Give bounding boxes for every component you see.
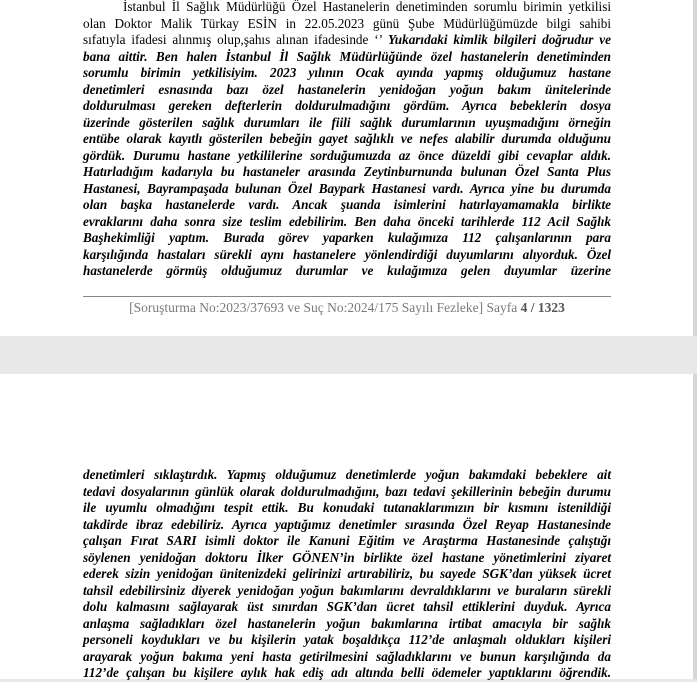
text-line: denetimleri esnasında bazı özel hastanelerin yenidoğan yoğun bakım ünitelerinde: [83, 81, 611, 97]
page-top-body: [83, 0, 611, 280]
text-line: gördük. Durumu hastane yetkililerine sorduğumuzda az önce düzeldi gibi cevaplar aldık.: [83, 147, 611, 163]
page-bottom-body: [83, 467, 611, 682]
text-line-quote-part: Yukarıdaki kimlik bilgileri doğrudur ve: [387, 32, 611, 47]
footer-separator: /: [530, 300, 535, 315]
text-line: Başhekimliği yaptım. Burada görev yaparken kulağımıza 112 çalışanlarının para: [83, 230, 611, 245]
text-line: denetimleri sıklaştırdık. Yapmış olduğumuz denetimlerde yoğun bakımdaki bebeklere ait: [83, 467, 611, 482]
text-line: üzerinde gösterilen sağlık durumları ile fiili sağlık durumlarının uyuşmadığını örneğin: [83, 114, 611, 130]
document-page-bottom: [0, 374, 697, 679]
text-line: Hatırladığım kadarıyla bu hastaneler arasında Zeytinburnunda bulunan Özel Santa Plus: [83, 164, 611, 179]
text-line: [83, 32, 611, 49]
text-line: olan Doktor Malik Türkay ESİN in 22.05.2023 günü Şube Müdürlüğümüzde bilgi sahibi: [83, 15, 611, 31]
text-line: bana aittir. Ben halen İstanbul İl Sağlık Müdürlüğünde özel hastanelerin denetiminden: [83, 48, 611, 64]
footer-page-number: 4: [520, 300, 528, 315]
text-line: personeli koydukları ve bu kişilerin yatak boşaldıkça 112’de anlaşmalı oldukları kişileri: [83, 632, 611, 647]
text-line: İstanbul İl Sağlık Müdürlüğü Özel Hastanelerin denetiminden sorumlu birimin yetkilisi: [123, 0, 611, 14]
text-line: ederek sizin yenidoğan ünitenizdeki gelirinizi artırabiliriz, bu sayede SGK’dan yüksek ücret: [83, 566, 611, 581]
text-line: anlaşma sağladıkları özel hastanelerin yoğun bakımlarına irtibat amacıyla bir sağlık: [83, 615, 611, 631]
text-line: doldurulması gereken defterlerin doldurulmadığını gördüm. Ayrıca bebeklerin dosya: [83, 98, 611, 113]
text-line: karşılığında hastaları sürekli aynı hastanelere yönlendirdiği duyumlarını alıyorduk. Özel: [83, 246, 611, 262]
page-edge: [693, 0, 697, 336]
text-line-normal-part: sıfatıyla ifadesi alınmış olup,şahıs alınan ifadesinde ‘’: [83, 32, 388, 47]
text-line: takdirde ibraz edebiliriz. Ayrıca yaptığımız denetimler sırasında Özel Reyap Hastanesinde: [83, 516, 611, 532]
text-line: sorumlu birimin yetkilisiyim. 2023 yılının Ocak ayında yapmış olduğumuz hastane: [83, 65, 611, 80]
text-line: arayarak yoğun bakıma yeni hasta getirilmesini sağladıklarını ve bunun karşılığında da: [83, 648, 611, 664]
text-line: evraklarını daha sonra size teslim edebilirim. Ben daha önceki tarihlerde 112 Acil Sağlık: [83, 213, 611, 229]
document-page-top: [0, 0, 697, 336]
footer-page-total: 1323: [537, 300, 565, 315]
text-line: 112’de çalışan bu kişilere aylık hak ediş adı altında belli ödemeler yaptıklarını öğrendik.: [83, 665, 611, 680]
text-line: tahsil edebilirsiniz diyerek yenidoğan yoğun bakımlarını devraldıklarını ve buraların sürekli: [83, 582, 611, 598]
text-line: dolu kalmasını sağlayarak üst sınırdan SGK’dan ücret tahsil ettiklerini duyduk. Ayrıca: [83, 599, 611, 614]
text-line: tedavi dosyalarının günlük olarak doldurulmadığını, bazı tedavi şekillerinin bebeğin durumu: [83, 483, 611, 499]
text-line: entübe olarak kayıtlı gösterilen bebeğin gayet sağlıklı ve nefes alabilir durumda olduğunu: [83, 131, 611, 146]
text-line: söylenen yenidoğan doktoru İlker GÖNEN’in birlikte özel hastane yönetimlerini ziyaret: [83, 549, 611, 565]
text-line: çalışan Fırat SARI isimli doktor ile Kanuni Eğitim ve Araştırma Hastanesinde çalıştığı: [83, 533, 611, 548]
text-line: Hastanesi, Bayrampaşada bulunan Özel Baypark Hastanesi vardı. Ayrıca yine bu durumda: [83, 180, 611, 196]
text-line: olan başka hastanelerde vardı. Ancak şuanda isimlerini hatırlayamamakla birlikte: [83, 197, 611, 212]
page-footer: [83, 300, 611, 316]
text-line: ile uyumlu olmadığını tespit ettik. Bu konudaki tutanaklarımızın bir kısmını istenildiği: [83, 500, 611, 515]
page-edge: [693, 374, 697, 679]
footer-reference: [Soruşturma No:2023/37693 ve Suç No:2024/175 Sayılı Fezleke] Sayfa: [129, 300, 518, 315]
footer-divider: [83, 296, 611, 297]
text-line: hastanelerde görmüş olduğumuz durumlar ve kulağımıza gelen duyumlar üzerine: [83, 263, 611, 278]
